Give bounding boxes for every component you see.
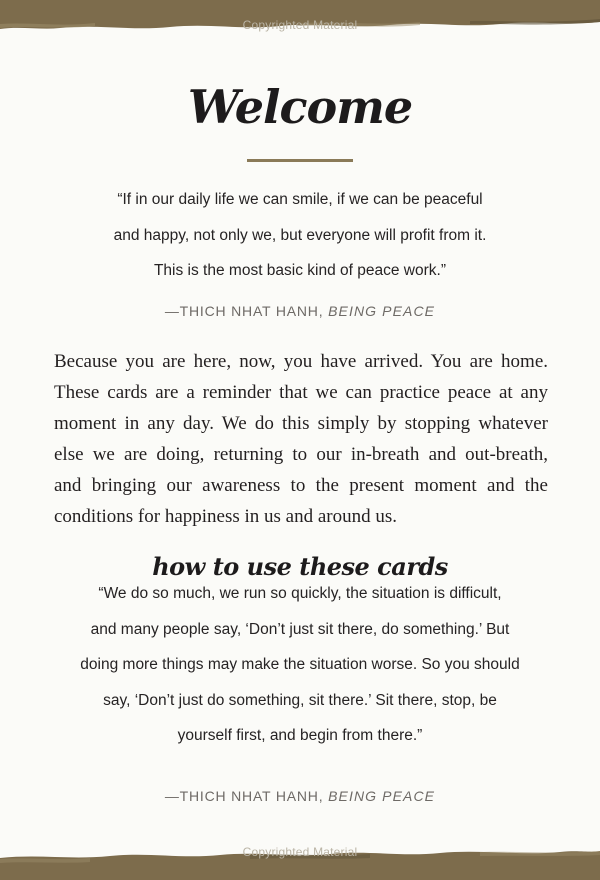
- body-paragraph: [54, 346, 548, 532]
- quote-line: “If in our daily life we can smile, if we can be peaceful: [117, 191, 483, 208]
- quote-line: yourself first, and begin from there.”: [177, 727, 423, 744]
- body-line: and bringing our awareness to the present moment and the: [54, 475, 548, 496]
- quote-line: and happy, not only we, but everyone will profit from it.: [113, 226, 487, 244]
- quote-attribution-1: [0, 303, 600, 319]
- body-line: else we are doing, returning to our in-breath and out-breath,: [54, 444, 548, 465]
- attribution-author: —THICH NHAT HANH,: [164, 303, 329, 319]
- body-line: Because you are here, now, you have arrived. You are home.: [54, 351, 548, 372]
- quote-attribution-2: [0, 788, 600, 804]
- attribution-author: —THICH NHAT HANH,: [164, 788, 329, 804]
- body-line: These cards are a reminder that we can practice peace at any: [54, 382, 548, 403]
- body-line: conditions for happiness in us and around us.: [54, 506, 398, 527]
- page-title: Welcome: [187, 80, 413, 134]
- quote-line: say, ‘Don’t just do something, sit there.’ Sit there, stop, be: [103, 691, 497, 709]
- watermark-bottom: Copyrighted Material: [242, 845, 358, 859]
- title-divider: [247, 159, 353, 162]
- quote-line: This is the most basic kind of peace work.”: [153, 262, 447, 279]
- section-heading: how to use these cards: [152, 552, 448, 581]
- quote-line: “We do so much, we run so quickly, the situation is difficult,: [98, 585, 502, 602]
- body-line: moment in any day. We do this simply by stopping whatever: [54, 413, 548, 434]
- quote-block-1: [60, 182, 540, 289]
- quote-line: doing more things may make the situation worse. So you should: [80, 656, 520, 673]
- watermark-top: Copyrighted Material: [242, 18, 358, 32]
- quote-line: and many people say, ‘Don’t just sit there, do something.’ But: [90, 620, 510, 638]
- attribution-work: BEING PEACE: [328, 303, 436, 319]
- attribution-work: BEING PEACE: [328, 788, 436, 804]
- quote-block-2: [40, 576, 560, 754]
